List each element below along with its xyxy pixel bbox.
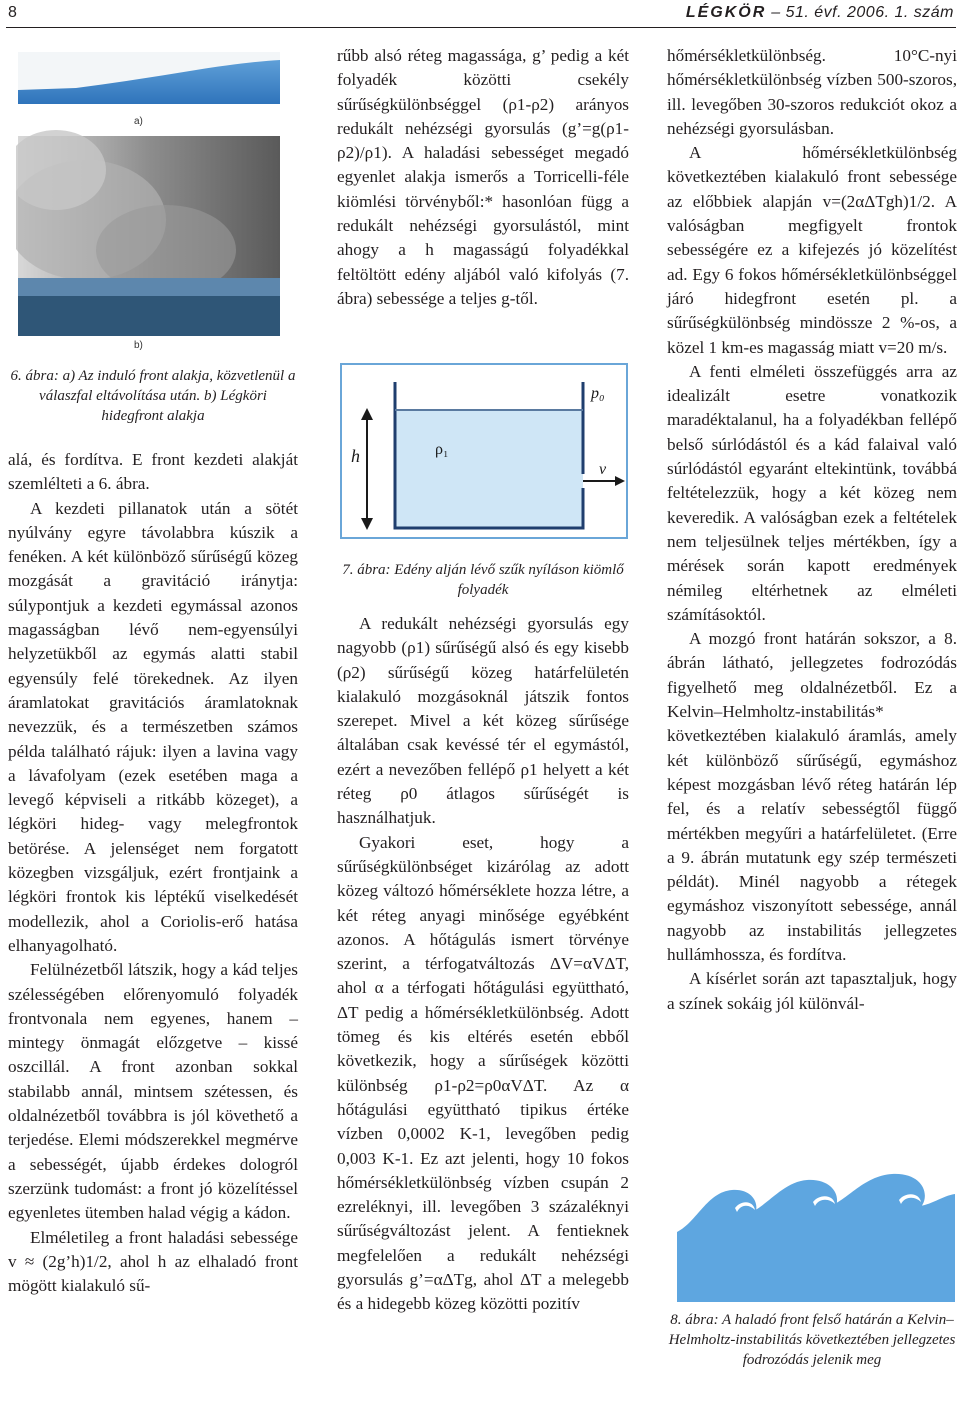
journal-title: [686, 4, 954, 22]
issue-info: – 51. évf. 2006. 1. szám: [771, 4, 954, 21]
figure-6-photos: [16, 50, 286, 350]
header-rule: [6, 27, 956, 28]
col1-paragraph-1: alá, és fordítva. E front kezdeti alakját szemlélteti a 6. ábra.: [8, 450, 298, 494]
label-h: h: [351, 446, 360, 466]
col1-paragraph-3: Felülnézetből látszik, hogy a kád teljes szélességében előrenyomuló folyadék frontvonala nem egyenes, hanem – mintegy önmagát előzgetve – kissé oszcillál. A front azonban sokkal stabilabb annál, mintsem szétessen, és oldalnézetből továbbra is jól követhető a terjedése. Elemi módszerekkel megmérve a sebességét, újabb érdekes dologról szerzünk tudomást: a front jó közelítéssel egyenletes ütemben halad végig a kádon.: [8, 960, 298, 1223]
figure-8-kelvin-helmholtz: [677, 1112, 955, 1302]
col2-paragraph-2: A redukált nehézségi gyorsulás egy nagyobb (ρ1) sűrűségű alsó és egy kisebb (ρ2) sűrűségű közeg határfelületén kialakuló mozgásoknál játszik fontos szerepet. Mivel a két közeg sűrűsége általában csak kevéssé tér el egymástól, ezért a nevezőben fellépő ρ1 helyett a két réteg ρ0 átlagos sűrűségét is használhatjuk.: [337, 614, 629, 828]
label-p0: p₀: [591, 385, 605, 402]
col3-paragraph-3: A fenti elméleti összefüggés arra az idealizált esetre vonatkozik maradéktalanul, ha a folyadékban fellépő belső súrlódástól és a kád falaival való súrlódástól egyaránt eltekintünk, továbbá feltételezzük, hogy a két közeg nem keveredik. A valóságban ezek a feltételek nem teljesülnek teljes mértékben, így a mérések során kapott eredmények némileg eltérhetnek az elméleti számításoktól.: [667, 361, 957, 624]
col3-paragraph-5: A kísérlet során azt tapasztaljuk, hogy a színek sokáig jól különvál-: [667, 969, 957, 1013]
magazine-name: LÉGKÖR: [685, 4, 767, 21]
figure-7-caption: 7. ábra: Edény alján lévő szűk nyíláson kiömlő folyadék: [342, 562, 624, 598]
running-header: [0, 0, 960, 34]
photo-b-roof: [18, 278, 280, 296]
col2-paragraph-1: rűbb alsó réteg magassága, g’ pedig a két folyadék közötti csekély sűrűségkülönbséggel (ρ1-ρ2) arányos redukált nehézségi gyorsulás (g’=g(ρ1-ρ2)/ρ1). A haladási sebességet megadó egyenlet alakja ismerős a Torricelli-féle kiömlési törvényből:* hasonlóan függ a redukált nehézségi gyorsulástól, mint ahogy a h magasságú folyadékkal feltöltött edény aljából való kifolyás (7. ábra) sebessége a teljes g-től.: [337, 46, 629, 308]
label-rho1: ρ₁: [435, 441, 449, 458]
col3-paragraph-1: hőmérsékletkülönbség. 10°C-nyi hőmérsékletkülönbség vízben 500-szoros, ill. levegőben 30-szoros redukciót okoz a nehézségi gyorsulásban.: [667, 46, 957, 138]
col2-paragraph-3: Gyakori eset, hogy a sűrűségkülönbséget kizárólag az adott közeg változó hőmérséklete hozza létre, a két réteg anyagi minősége egyébként azonos. A hőtágulás ismert törvénye szerint, a térfogatváltozás ΔV=αVΔT, ahol α a térfogati hőtágulási együttható, ΔT pedig a hőmérsékletkülönbség. Adott tömeg és kis eltérés esetén ebből következik, hogy a sűrűségek közötti különbség ρ1-ρ2=ρ0αVΔT. Az α hőtágulási együttható tipikus értéke vízben 0,0002 K-1, levegőben pedig 0,003 K-1. Ez azt jelenti, hogy 10 fokos hőmérsékletkülönbség vízben csupán 2 ezreléknyi, ill. levegőben 3 százaléknyi sűrűségváltozást jelent. A fentieknek megfelelően a redukált nehézségi gyorsulás g’=αΔTg, ahol ΔT a melegebb és a hidegebb közeg közötti pozitív: [337, 832, 629, 1314]
col1-paragraph-2: A kezdeti pillanatok után a sötét nyúlvány egyre távolabbra kúszik a fenéken. A két különböző sűrűségű közeg mozgását a gravitáció iránytja: súlypontjuk a kezdeti egymással azonos magasságban lévő nem-egyensúlyi helyzetükből az egymás alatti stabil egyensúly felé törekednek. Az ilyen áramlatokat gravitációs áramlatoknak nevezzük, és a természetben számos példa található rájuk: ilyen a lavina vagy a lávafolyam (ezek esetében maga a levegő képviseli a ritkább közeget), a légköri hideg- vagy melegfrontok betörése. A jelenséget nem forgatott közegben vizsgáljuk, ezért frontjaink a légköri frontok kis léptékű viselkedését modellezik, ahol a Coriolis-erő hatása elhanyagolható.: [8, 498, 298, 955]
figure-6-caption: 6. ábra: a) Az induló front alakja, közvetlenül a válaszfal eltávolítása után. b) Légköri hidegfront alakja: [10, 368, 296, 424]
col1-paragraph-4: Elméletileg a front haladási sebessége v ≈ (2g’h)1/2, ahol h az elhaladó front mögött kialakuló sű-: [8, 1227, 298, 1296]
column-3-top: [667, 44, 957, 1016]
page-number: 8: [8, 4, 17, 21]
figure-7-tank-diagram: [337, 362, 629, 540]
label-b: b): [134, 340, 143, 350]
tank-fluid: [395, 410, 583, 528]
column-2-top: [337, 44, 629, 311]
col3-paragraph-2: A hőmérsékletkülönbség következtében kialakuló front sebessége az előbbiek alapján v=(2αΔTgh)1/2. A valóságban megfigyelt frontok sebességére ez a kifejezés jó közelítést ad. Egy 6 fokos hőmérsékletkülönbséggel járó hidegfront esetén pl. a sűrűségkülönbség mindössze 2 %-os, a közel 1 km-es magasság miatt v=20 m/s.: [667, 143, 957, 357]
column-2-bottom: [337, 612, 629, 1317]
figure-8-caption: 8. ábra: A haladó front felső határán a Kelvin–Helmholtz-instabilitás következtében jellegzetes fodrozódás jelenik meg: [668, 1312, 956, 1368]
label-v: v: [599, 461, 607, 478]
column-1: [8, 448, 298, 1298]
col3-paragraph-4: A mozgó front határán sokszor, a 8. ábrán látható, jellegzetes fodrozódás figyelhető meg oldalnézetből. Ez a Kelvin–Helmholtz-instabilitás* következtében kialakuló áramlás, amely két különböző sűrűségű, egymáshoz képest mozgásban lévő réteg határán lép fel, és a relatív sebességtől függő mértékben megyűri a határfelületet. (Erre a 9. ábrán mutatunk egy szép természeti példát). Minél nagyobb a rétegek egymáshoz viszonyított sebessége, annál nagyobb az instabilitás jellegzetes hullámhossza, és fordítva.: [667, 629, 957, 964]
label-a: a): [134, 116, 143, 127]
